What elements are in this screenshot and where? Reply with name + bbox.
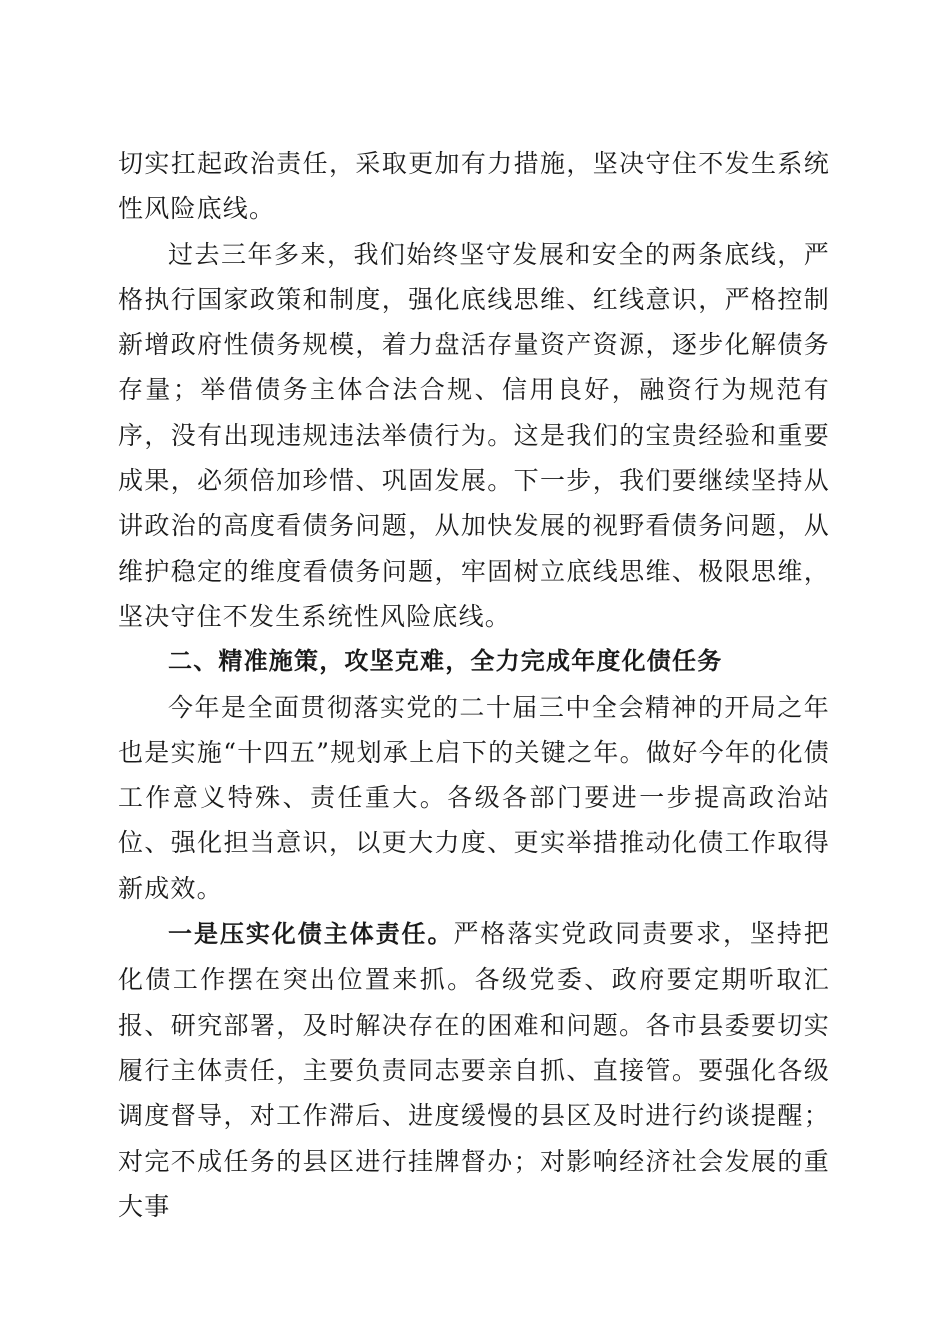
paragraph-past-three-years: 过去三年多来，我们始终坚守发展和安全的两条底线，严格执行国家政策和制度，强化底线思维、红线意识，严格控制新增政府性债务规模，着力盘活存量资产资源，逐步化解债务存量；举借债务主体合法合规、信用良好，融资行为规范有序，没有出现违规违法举债行为。这是我们的宝贵经验和重要成果，必须倍加珍惜、巩固发展。下一步，我们要继续坚持从讲政治的高度看债务问题，从加快发展的视野看债务问题，从维护稳定的维度看债务问题，牢固树立底线思维、极限思维，坚决守住不发生系统性风险底线。 xyxy=(118,239,830,631)
paragraph-this-year: 今年是全面贯彻落实党的二十届三中全会精神的开局之年也是实施“十四五”规划承上启下的关键之年。做好今年的化债工作意义特殊、责任重大。各级各部门要进一步提高政治站位、强化担当意识，以更大力度、更实举措推动化债工作取得新成效。 xyxy=(118,692,830,903)
paragraph-responsibility-body: 严格落实党政同责要求，坚持把化债工作摆在突出位置来抓。各级党委、政府要定期听取汇报、研究部署，及时解决存在的困难和问题。各市县委要切实履行主体责任，主要负责同志要亲自抓、直接管。要强化各级调度督导，对工作滞后、进度缓慢的县区及时进行约谈提醒；对完不成任务的县区进行挂牌督办；对影响经济社会发展的重大事 xyxy=(118,919,830,1221)
paragraph-responsibility xyxy=(118,911,830,1229)
paragraph-lead-phrase: 一是压实化债主体责任。 xyxy=(168,920,454,949)
paragraph-continuation: 切实扛起政治责任，采取更加有力措施，坚决守住不发生系统性风险底线。 xyxy=(118,149,830,224)
section-heading-2: 二、精准施策，攻坚克难，全力完成年度化债任务 xyxy=(168,647,723,676)
document-body xyxy=(118,141,830,1229)
